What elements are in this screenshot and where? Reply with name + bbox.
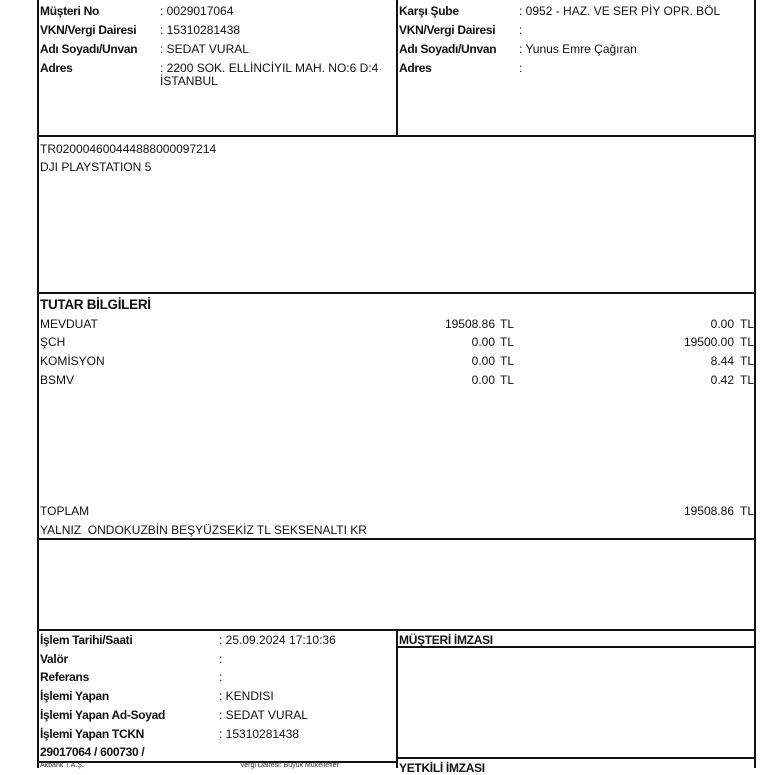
description-note: DJI PLAYSTATION 5 (40, 160, 152, 174)
amount-row-debit-currency: TL (500, 373, 515, 387)
amount-row-debit-currency: TL (500, 317, 515, 331)
footer-tax-office: Vergi Dairesi: Büyük Mükellefler (240, 762, 339, 769)
amount-row-debit: 0.00 (471, 335, 495, 349)
reference-value: : (219, 670, 223, 684)
counter-address-label: Adres (399, 61, 432, 75)
customer-name-label: Adı Soyadı/Unvan (40, 42, 138, 56)
transaction-code: 29017064 / 600730 / (40, 745, 145, 759)
frame-mid-top (396, 0, 398, 136)
divider-2 (37, 292, 756, 294)
performer-name-value: : SEDAT VURAL (219, 708, 308, 722)
total-value: 19508.86 (683, 504, 734, 518)
amount-row-debit-currency: TL (500, 335, 515, 349)
amount-row-credit-currency: TL (740, 354, 755, 368)
amount-row-credit-currency: TL (740, 373, 755, 387)
divider-3 (37, 538, 756, 540)
amount-row-credit-currency: TL (740, 335, 755, 349)
amount-row-debit: 19508.86 (444, 317, 495, 331)
amount-row-credit: 0.00 (710, 317, 734, 331)
performer-tckn-label: İşlemi Yapan TCKN (40, 727, 145, 741)
customer-address-city: İSTANBUL (160, 74, 218, 88)
customer-name-value: : SEDAT VURAL (160, 42, 249, 56)
amount-row-credit: 0.42 (710, 373, 734, 387)
iban-text: TR020004600444888000097214 (40, 142, 217, 156)
authorized-signature-label: YETKİLİ İMZASI (399, 761, 485, 775)
total-currency: TL (740, 504, 755, 518)
counter-vkn-value: : (519, 23, 523, 37)
customer-vkn-value: : 15310281438 (160, 23, 241, 37)
performed-by-label: İşlemi Yapan (40, 689, 109, 703)
divider-6 (396, 757, 756, 759)
amount-row-label: KOMİSYON (40, 354, 105, 368)
value-date-value: : (219, 652, 223, 666)
divider-5 (37, 761, 397, 763)
customer-signature-label: MÜŞTERİ İMZASI (399, 633, 493, 647)
counter-branch-label: Karşı Şube (399, 4, 459, 18)
customer-vkn-label: VKN/Vergi Dairesi (40, 23, 137, 37)
amount-row-label: BSMV (40, 373, 75, 387)
frame-left (37, 135, 39, 768)
performer-tckn-value: : 15310281438 (219, 727, 300, 741)
counter-address-value: : (519, 61, 523, 75)
customer-no-value: : 0029017064 (160, 4, 234, 18)
amount-row-debit: 0.00 (471, 373, 495, 387)
divider-1 (37, 135, 756, 137)
customer-no-label: Müşteri No (40, 4, 100, 18)
frame-left-top (37, 0, 39, 136)
reference-label: Referans (40, 670, 89, 684)
amount-row-credit: 19500.00 (683, 335, 734, 349)
amount-row-debit-currency: TL (500, 354, 515, 368)
performer-name-label: İşlemi Yapan Ad-Soyad (40, 708, 166, 722)
total-label: TOPLAM (40, 504, 90, 518)
transaction-date-value: : 25.09.2024 17:10:36 (219, 633, 336, 647)
frame-right (754, 0, 756, 768)
amount-row-label: MEVDUAT (40, 317, 98, 331)
amount-row-credit-currency: TL (740, 317, 755, 331)
counter-name-label: Adı Soyadı/Unvan (399, 42, 497, 56)
value-date-label: Valör (40, 652, 68, 666)
amount-in-words: YALNIZ ONDOKUZBİN BEŞYÜZSEKİZ TL SEKSENALTI KR (40, 523, 367, 537)
customer-address-value: : 2200 SOK. ELLİNCİYIL MAH. NO:6 D:4 (160, 61, 379, 75)
frame-mid-bottom (396, 629, 398, 768)
performed-by-value: : KENDISI (219, 689, 274, 703)
counter-name-value: : Yunus Emre Çağıran (519, 42, 637, 56)
counter-branch-value: : 0952 - HAZ. VE SER PİY OPR. BÖL (519, 4, 721, 18)
amount-row-debit: 0.00 (471, 354, 495, 368)
counter-vkn-label: VKN/Vergi Dairesi (399, 23, 496, 37)
amount-row-label: ŞCH (40, 335, 66, 349)
amounts-heading: TUTAR BİLGİLERİ (40, 297, 151, 312)
customer-address-label: Adres (40, 61, 73, 75)
footer-bank-name: Akbank T.A.Ş. (40, 762, 84, 769)
amount-row-credit: 8.44 (710, 354, 734, 368)
transaction-date-label: İşlem Tarihi/Saati (40, 633, 133, 647)
